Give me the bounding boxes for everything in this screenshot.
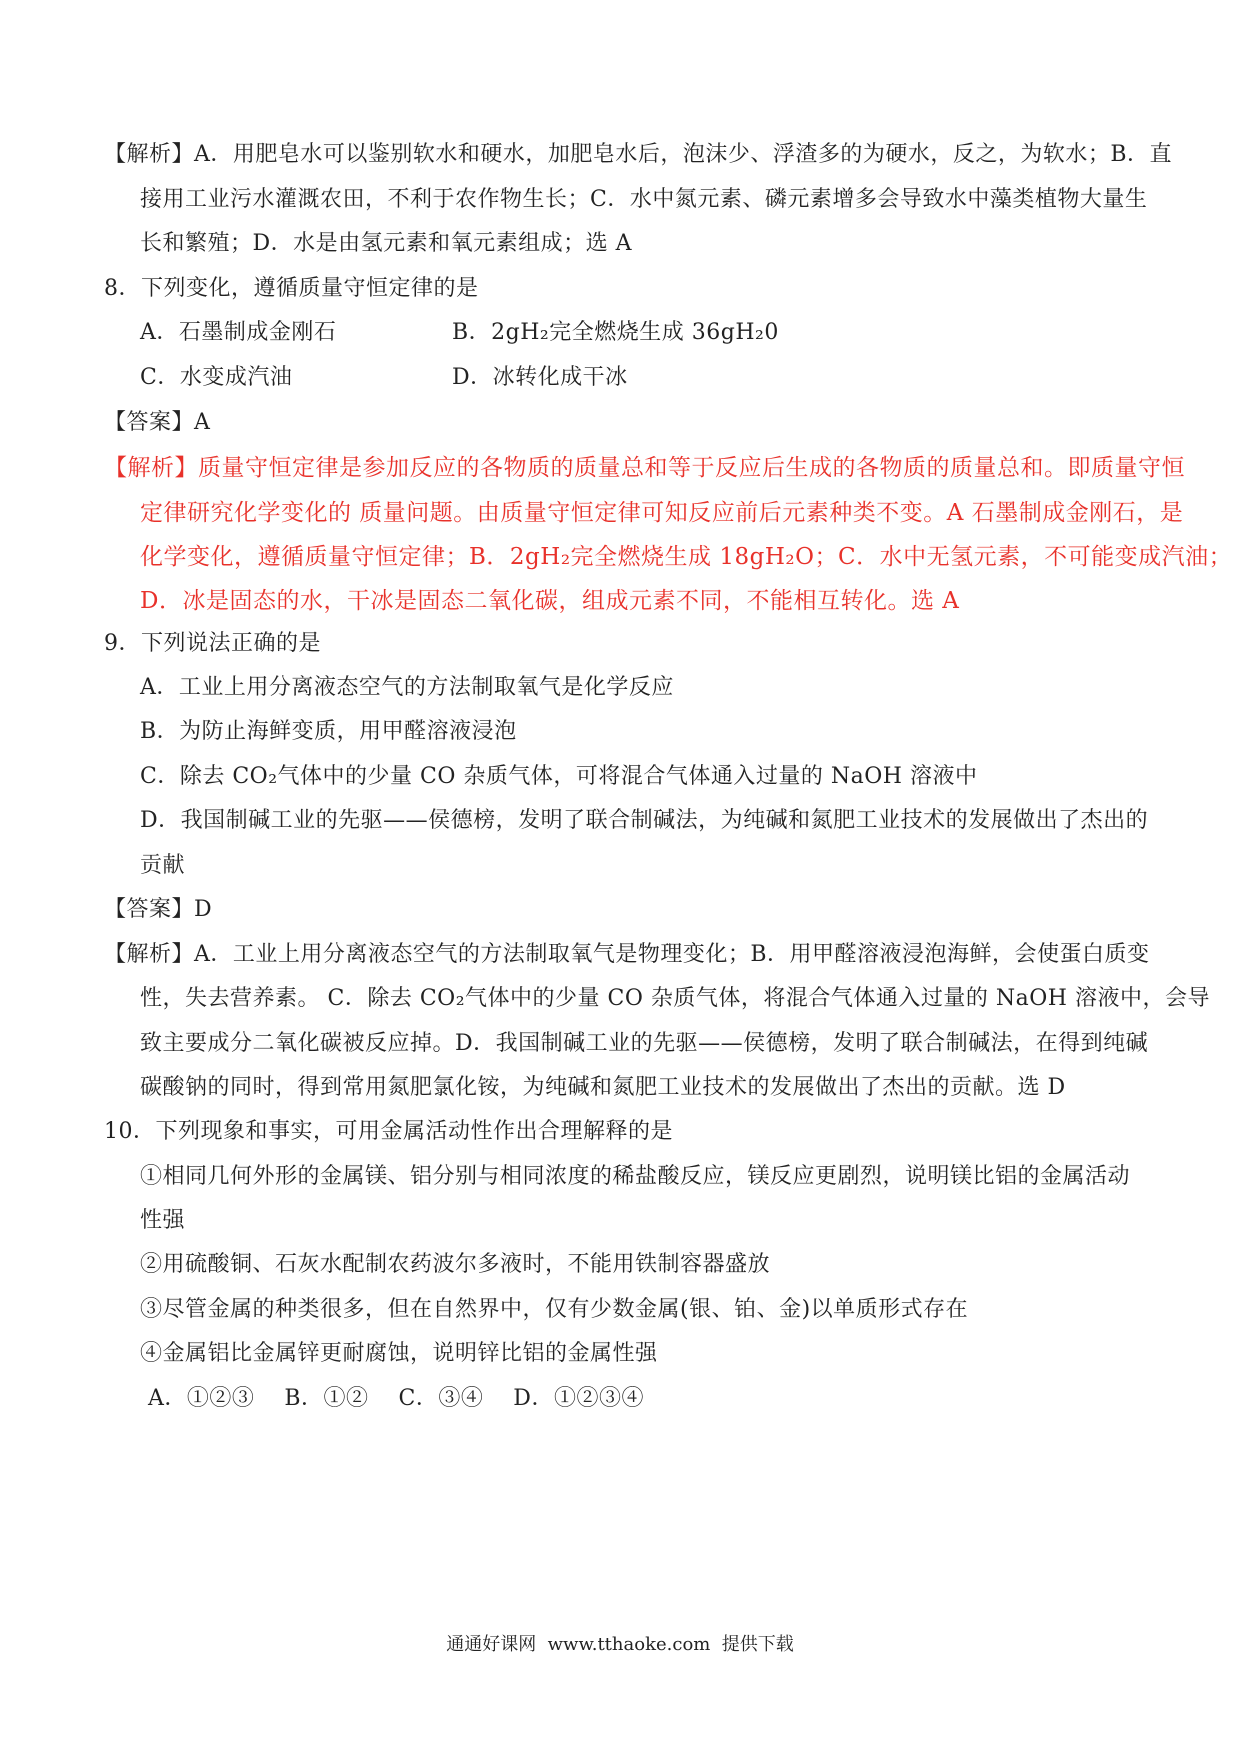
q7-analysis-line-3: 长和繁殖；D．水是由氢元素和氧元素组成；选 A bbox=[140, 231, 633, 256]
q10-item-1-line-1: ①相同几何外形的金属镁、铝分别与相同浓度的稀盐酸反应，镁反应更剧烈，说明镁比铝的金属活动 bbox=[140, 1164, 1131, 1189]
q9-option-d-line-2: 贡献 bbox=[140, 853, 186, 878]
q9-stem: 9．下列说法正确的是 bbox=[104, 631, 321, 656]
q8-answer: 【答案】A bbox=[104, 410, 211, 435]
q10-item-1-line-2: 性强 bbox=[140, 1208, 186, 1233]
page-footer: 通通好课网 www.tthaoke.com 提供下载 bbox=[446, 1634, 794, 1655]
q10-item-3: ③尽管金属的种类很多，但在自然界中，仅有少数金属(银、铂、金)以单质形式存在 bbox=[140, 1297, 969, 1322]
q9-analysis-line-2: 性，失去营养素。 C．除去 CO₂气体中的少量 CO 杂质气体，将混合气体通入过量的 NaOH 溶液中，会导 bbox=[140, 986, 1210, 1011]
q9-option-c: C．除去 CO₂气体中的少量 CO 杂质气体，可将混合气体通入过量的 NaOH 溶液中 bbox=[140, 764, 978, 789]
q10-stem: 10．下列现象和事实，可用金属活动性作出合理解释的是 bbox=[104, 1119, 673, 1144]
q7-analysis-line-1: 【解析】A．用肥皂水可以鉴别软水和硬水，加肥皂水后，泡沫少、浮渣多的为硬水，反之，为软水；B．直 bbox=[104, 142, 1173, 167]
q9-option-d-line-1: D．我国制碱工业的先驱——侯德榜，发明了联合制碱法，为纯碱和氮肥工业技术的发展做出了杰出的 bbox=[140, 808, 1149, 833]
q7-analysis-line-2: 接用工业污水灌溉农田，不利于农作物生长；C．水中氮元素、磷元素增多会导致水中藻类植物大量生 bbox=[140, 187, 1148, 212]
q10-item-4: ④金属铝比金属锌更耐腐蚀，说明锌比铝的金属性强 bbox=[140, 1341, 658, 1366]
q8-analysis-line-1: 【解析】质量守恒定律是参加反应的各物质的质量总和等于反应后生成的各物质的质量总和。即质量守恒 bbox=[104, 455, 1185, 481]
q8-option-b: B．2gH₂完全燃烧生成 36gH₂0 bbox=[452, 320, 779, 345]
q8-stem: 8．下列变化，遵循质量守恒定律的是 bbox=[104, 276, 479, 301]
q8-option-d: D．冰转化成干冰 bbox=[452, 365, 628, 390]
q9-option-a: A．工业上用分离液态空气的方法制取氧气是化学反应 bbox=[140, 675, 674, 700]
q10-item-2: ②用硫酸铜、石灰水配制农药波尔多液时，不能用铁制容器盛放 bbox=[140, 1252, 771, 1277]
q8-analysis-line-2: 定律研究化学变化的 质量问题。由质量守恒定律可知反应前后元素种类不变。A 石墨制成金刚石，是 bbox=[140, 500, 1184, 526]
q9-analysis-line-1: 【解析】A．工业上用分离液态空气的方法制取氧气是物理变化；B．用甲醛溶液浸泡海鲜，会使蛋白质变 bbox=[104, 942, 1150, 967]
q9-option-b: B．为防止海鲜变质，用甲醛溶液浸泡 bbox=[140, 719, 517, 744]
q9-analysis-line-3: 致主要成分二氧化碳被反应掉。D．我国制碱工业的先驱——侯德榜，发明了联合制碱法，在得到纯碱 bbox=[140, 1031, 1149, 1056]
q8-option-a: A．石墨制成金刚石 bbox=[140, 320, 337, 345]
q9-analysis-line-4: 碳酸钠的同时，得到常用氮肥氯化铵，为纯碱和氮肥工业技术的发展做出了杰出的贡献。选 D bbox=[140, 1075, 1066, 1100]
q8-option-c: C．水变成汽油 bbox=[140, 365, 293, 390]
q8-analysis-line-3: 化学变化，遵循质量守恒定律；B．2gH₂完全燃烧生成 18gH₂O；C．水中无氢元素，不可能变成汽油； bbox=[140, 544, 1233, 570]
q8-analysis-line-4: D．冰是固态的水，干冰是固态二氧化碳，组成元素不同，不能相互转化。选 A bbox=[140, 588, 960, 614]
q10-options: A．①②③ B．①② C．③④ D．①②③④ bbox=[148, 1386, 644, 1411]
q9-answer: 【答案】D bbox=[104, 897, 213, 922]
